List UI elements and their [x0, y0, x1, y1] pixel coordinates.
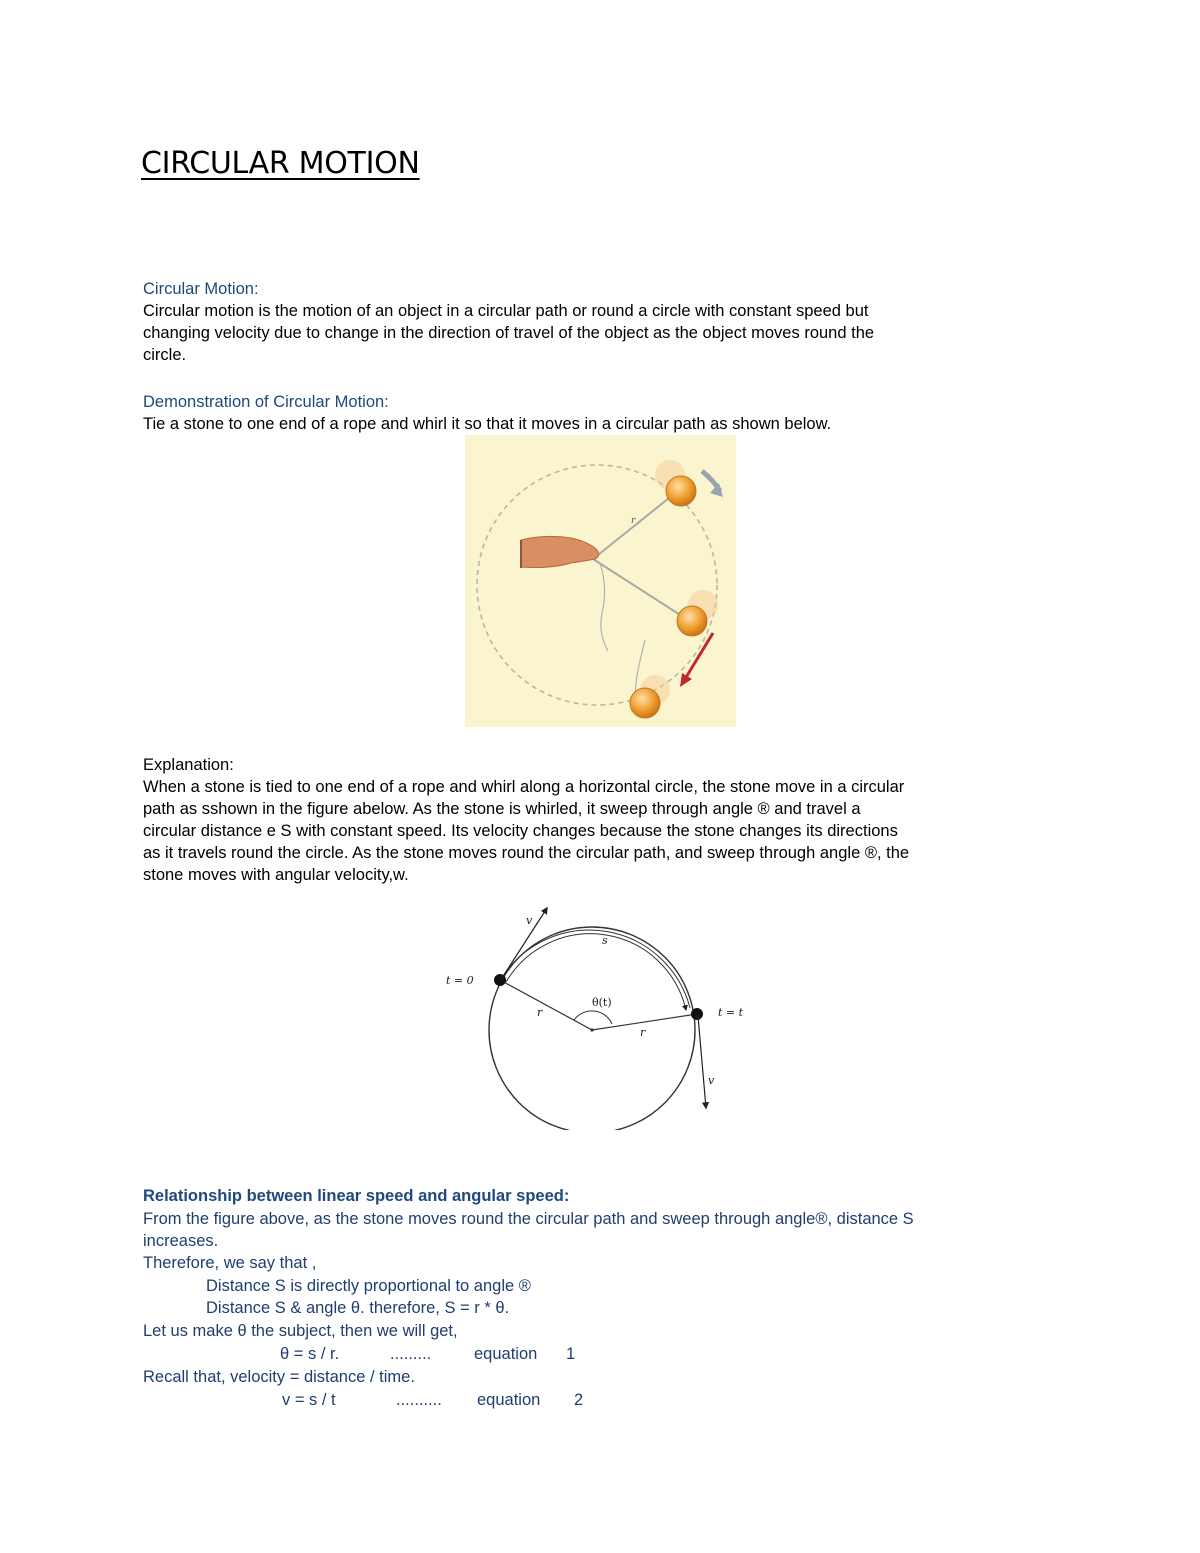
paragraph-line: stone moves with angular velocity,w. — [143, 866, 409, 884]
position-point-end — [691, 1008, 703, 1020]
stone-whirl-figure — [465, 435, 736, 727]
paragraph-line: Distance S & angle θ. therefore, S = r * θ. — [206, 1299, 510, 1317]
paragraph-line: path as sshown in the figure abelow. As the stone is whirled, it sweep through angle ® and travel a — [143, 800, 861, 818]
equation-1-label: equation — [474, 1345, 538, 1363]
paragraph-line: Circular motion is the motion of an object in a circular path or round a circle with constant speed but — [143, 302, 869, 320]
page-title: CIRCULAR MOTION — [141, 146, 420, 181]
equation-1 — [280, 1343, 575, 1366]
equation-2-label: equation — [477, 1391, 541, 1409]
section-heading-demonstration: Demonstration of Circular Motion: — [143, 393, 389, 411]
label-v-end: v — [708, 1074, 715, 1087]
section-heading-circular-motion: Circular Motion: — [143, 280, 259, 298]
paragraph-line: Therefore, we say that , — [143, 1254, 317, 1272]
paragraph-line: When a stone is tied to one end of a rope and whirl along a horizontal circle, the stone move in a circular — [143, 778, 905, 796]
equation-2-number: 2 — [574, 1391, 584, 1409]
circle-center — [590, 1028, 593, 1031]
equation-1-number: 1 — [566, 1345, 576, 1363]
section-heading-relationship: Relationship between linear speed and angular speed: — [143, 1187, 570, 1205]
equation-2-expression: v = s / t — [282, 1391, 336, 1409]
section-heading-explanation: Explanation: — [143, 756, 234, 774]
label-r: r — [631, 516, 636, 526]
paragraph-line: Distance S is directly proportional to angle ® — [206, 1277, 531, 1295]
paragraph-line: From the figure above, as the stone moves round the circular path and sweep through angle®, distance S — [143, 1210, 914, 1228]
paragraph-line: increases. — [143, 1232, 219, 1250]
label-s: s — [602, 934, 608, 947]
angular-displacement-diagram — [440, 900, 770, 1130]
equation-1-dots: ......... — [390, 1345, 432, 1363]
paragraph-line: Recall that, velocity = distance / time. — [143, 1368, 415, 1386]
radius-line-start — [500, 980, 592, 1030]
equation-1-expression: θ = s / r. — [280, 1345, 340, 1363]
paragraph-line: circular distance e S with constant speed. Its velocity changes because the stone changes its directions — [143, 822, 898, 840]
paragraph-line: Tie a stone to one end of a rope and whirl it so that it moves in a circular path as shown below. — [143, 415, 832, 433]
position-point-start — [494, 974, 506, 986]
figure-background — [465, 435, 736, 727]
label-r-start: r — [537, 1006, 543, 1019]
label-theta: θ(t) — [592, 996, 612, 1009]
paragraph-line: as it travels round the circle. As the stone moves round the circular path, and sweep through angle ®, the — [143, 844, 910, 862]
equation-2 — [282, 1389, 583, 1412]
label-t-zero: t = 0 — [446, 974, 474, 987]
stone-ball — [677, 606, 707, 636]
paragraph-line: Let us make θ the subject, then we will get, — [143, 1322, 458, 1340]
velocity-vector-end — [698, 1016, 706, 1108]
label-v-start: v — [526, 914, 533, 927]
equation-2-dots: .......... — [396, 1391, 442, 1409]
paragraph-line: changing velocity due to change in the direction of travel of the object as the object moves round the — [143, 324, 875, 342]
angle-arc — [574, 1011, 612, 1024]
paragraph-line: circle. — [143, 346, 187, 364]
label-t-t: t = t — [718, 1006, 744, 1019]
label-r-end: r — [640, 1026, 646, 1039]
stone-ball — [666, 476, 696, 506]
stone-ball — [630, 688, 660, 718]
velocity-vector-start — [502, 908, 547, 978]
